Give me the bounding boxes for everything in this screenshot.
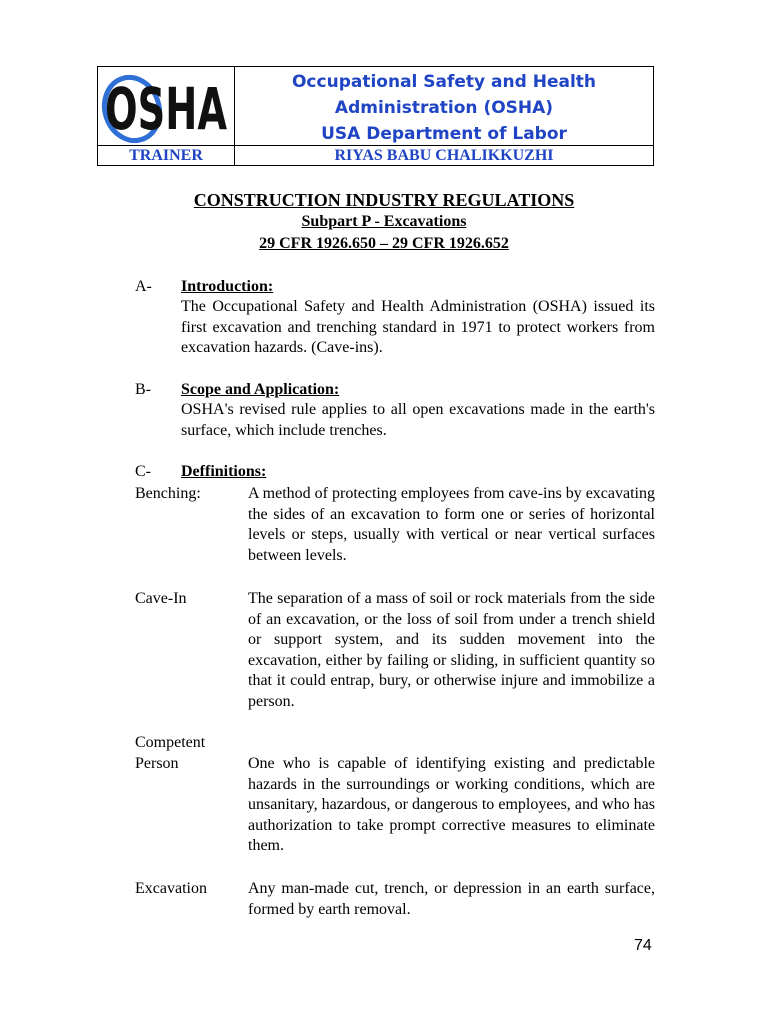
term-benching: Benching: — [135, 485, 201, 502]
trainer-name: RIYAS BABU CHALIKKUZHI — [334, 147, 554, 164]
osha-logo — [98, 67, 234, 145]
term-cave-in: Cave-In — [135, 590, 187, 607]
definition-benching: A method of protecting employees from cave-ins by excavating the sides of an excavation to form one or series of horizontal levels or steps, usually with vertical or near vertical surfaces between levels. — [248, 485, 655, 564]
section-b-text: OSHA's revised rule applies to all open excavations made in the earth's surface, which include trenches. — [181, 401, 655, 439]
definition-excavation: Any man-made cut, trench, or depression in an earth surface, formed by earth removal. — [248, 880, 655, 918]
document-reference: 29 CFR 1926.650 – 29 CFR 1926.652 — [259, 235, 509, 252]
section-c-letter: C- — [135, 463, 151, 480]
trainer-row — [98, 145, 653, 165]
section-b-letter: B- — [135, 381, 151, 398]
term-competent-line1: Competent — [135, 734, 206, 751]
agency-title-line: Occupational Safety and Health — [291, 72, 597, 92]
definition-competent-person: One who is capable of identifying existing and predictable hazards in the surroundings or working conditions, which are unsanitary, hazardous, or dangerous to employees, and who has authorization to take prompt corrective measures to eliminate them. — [248, 755, 655, 854]
definition-cave-in: The separation of a mass of soil or rock materials from the side of an excavation, or the loss of soil from under a trench shield or support system, and its sudden movement into the excavation, either by failing or sliding, in sufficient quantity so that it could entrap, bury, or otherwise injure and immobilize a person. — [248, 590, 655, 710]
header-table — [97, 66, 654, 166]
section-b-heading: Scope and Application: — [181, 381, 340, 398]
term-competent-line2: Person — [135, 755, 179, 772]
agency-title-line: Administration (OSHA) — [334, 98, 554, 118]
agency-title — [235, 67, 653, 145]
section-a-heading: Introduction: — [181, 278, 274, 295]
document-subtitle: Subpart P - Excavations — [301, 213, 467, 230]
osha-logo-cell — [98, 67, 235, 145]
section-a-letter: A- — [135, 278, 152, 295]
trainer-label: TRAINER — [98, 146, 235, 165]
page-number: 74 — [634, 937, 652, 954]
term-excavation: Excavation — [135, 880, 207, 897]
section-c-heading: Deffinitions: — [181, 463, 267, 480]
section-a-text: The Occupational Safety and Health Administration (OSHA) issued its first excavation and trenching standard in 1971 to protect workers from excavation hazards. (Cave-ins). — [181, 298, 655, 356]
agency-title-line: USA Department of Labor — [321, 124, 567, 144]
osha-logo-text: OSHA — [105, 75, 228, 143]
document-title: CONSTRUCTION INDUSTRY REGULATIONS — [193, 190, 575, 210]
